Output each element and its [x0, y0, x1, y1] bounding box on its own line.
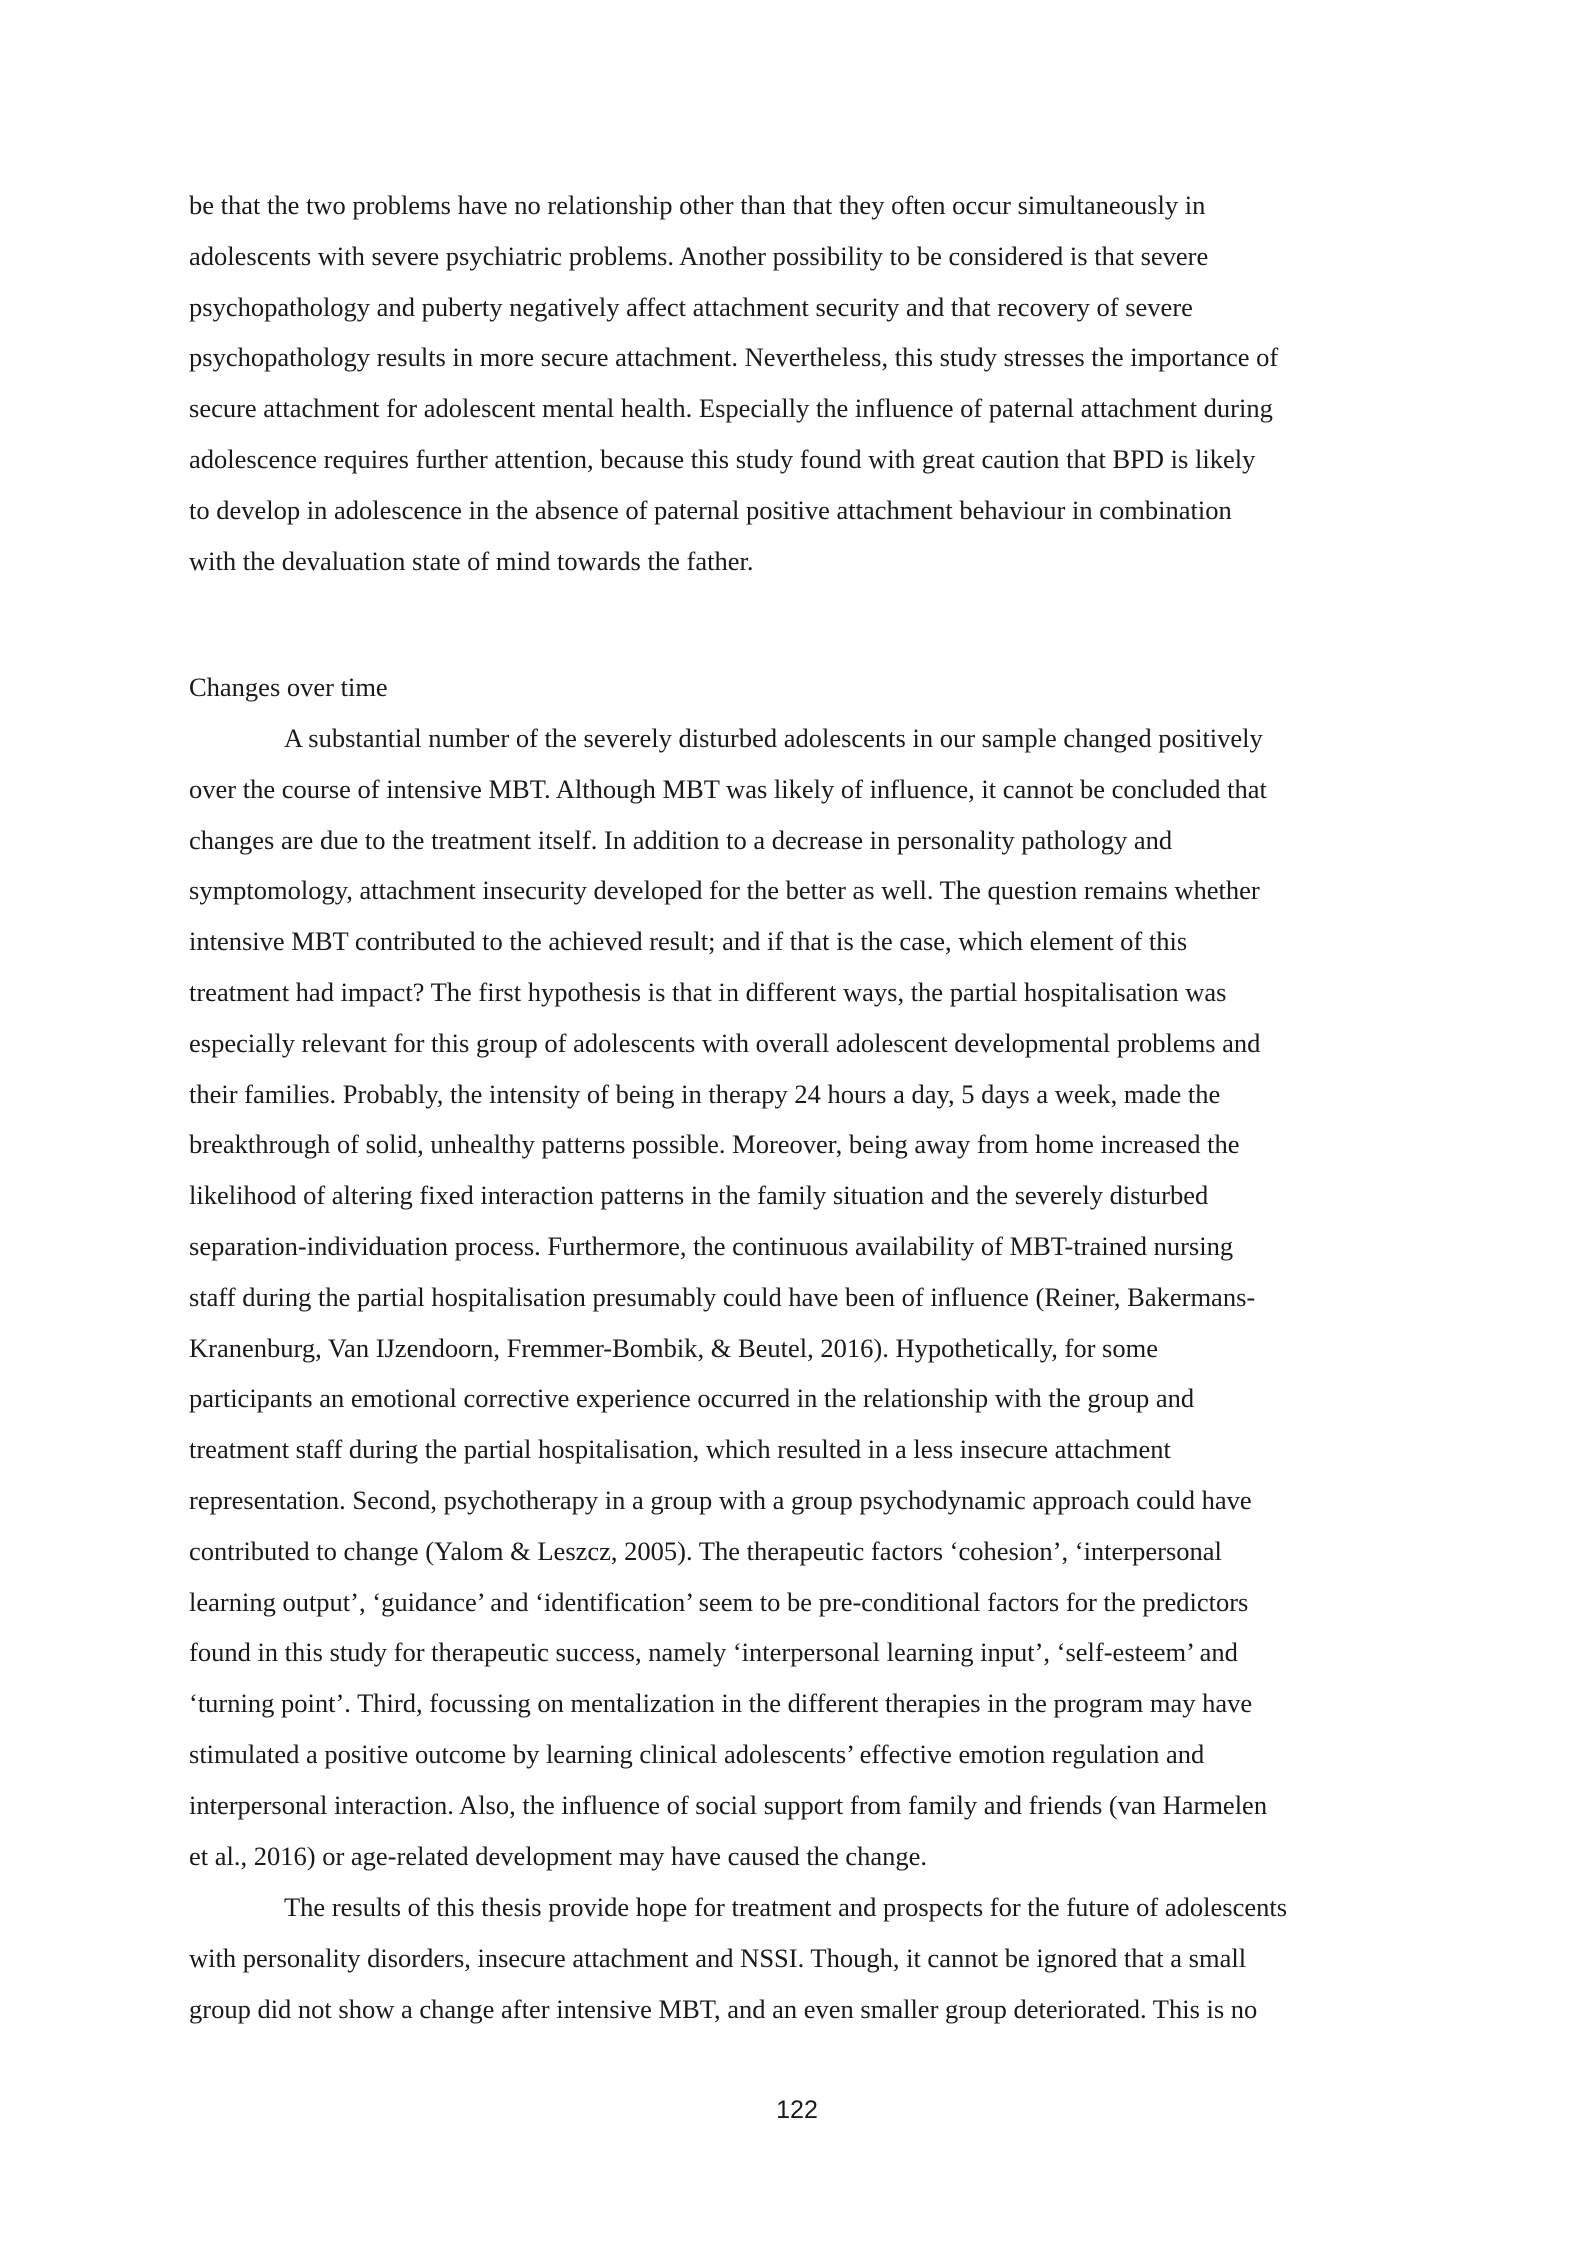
- text-line: adolescents with severe psychiatric problems. Another possibility to be considered is that severe: [189, 240, 1209, 271]
- text-line: secure attachment for adolescent mental health. Especially the influence of paternal attachment during: [189, 393, 1273, 424]
- paragraph-changes: [189, 713, 1405, 1881]
- text-line: intensive MBT contributed to the achieved result; and if that is the case, which element of this: [189, 926, 1188, 957]
- paragraph-results: [189, 1882, 1405, 2034]
- text-line: with personality disorders, insecure attachment and NSSI. Though, it cannot be ignored that a small: [189, 1942, 1247, 1973]
- text-line: ‘turning point’. Third, focussing on mentalization in the different therapies in the program may have: [189, 1688, 1253, 1719]
- text-line: The results of this thesis provide hope for treatment and prospects for the future of adolescents: [284, 1892, 1288, 1922]
- text-line: et al., 2016) or age-related development may have caused the change.: [189, 1840, 927, 1871]
- text-line: A substantial number of the severely disturbed adolescents in our sample changed positively: [284, 723, 1263, 753]
- text-line: interpersonal interaction. Also, the influence of social support from family and friends (van Harmelen: [189, 1789, 1268, 1820]
- text-line: with the devaluation state of mind towards the father.: [189, 545, 754, 576]
- text-line: representation. Second, psychotherapy in a group with a group psychodynamic approach could have: [189, 1484, 1252, 1515]
- text-line: learning output’, ‘guidance’ and ‘identification’ seem to be pre-conditional factors for the predictors: [189, 1586, 1249, 1617]
- text-line: participants an emotional corrective experience occurred in the relationship with the group and: [189, 1383, 1195, 1414]
- text-line: staff during the partial hospitalisation presumably could have been of influence (Reiner, Bakermans-: [189, 1281, 1256, 1312]
- page-number: 122: [776, 2096, 818, 2124]
- text-line: be that the two problems have no relationship other than that they often occur simultaneously in: [189, 190, 1206, 220]
- text-line: separation-individuation process. Furthermore, the continuous availability of MBT-trained nursing: [189, 1230, 1234, 1261]
- text-line: Kranenburg, Van IJzendoorn, Fremmer-Bombik, & Beutel, 2016). Hypothetically, for some: [189, 1332, 1158, 1363]
- text-line: to develop in adolescence in the absence of paternal positive attachment behaviour in combination: [189, 494, 1232, 525]
- text-line: changes are due to the treatment itself. In addition to a decrease in personality pathology and: [189, 824, 1173, 855]
- text-line: especially relevant for this group of adolescents with overall adolescent developmental problems and: [189, 1027, 1261, 1058]
- text-line: likelihood of altering fixed interaction patterns in the family situation and the severely disturbed: [189, 1180, 1209, 1211]
- text-line: found in this study for therapeutic success, namely ‘interpersonal learning input’, ‘self-esteem’ and: [189, 1637, 1238, 1668]
- text-line: their families. Probably, the intensity of being in therapy 24 hours a day, 5 days a week, made the: [189, 1078, 1221, 1109]
- text-line: treatment had impact? The first hypothesis is that in different ways, the partial hospitalisation was: [189, 976, 1227, 1007]
- text-line: psychopathology results in more secure attachment. Nevertheless, this study stresses the importance of: [189, 342, 1279, 373]
- text-line: stimulated a positive outcome by learning clinical adolescents’ effective emotion regulation and: [189, 1738, 1205, 1769]
- text-line: adolescence requires further attention, because this study found with great caution that BPD is likely: [189, 443, 1256, 474]
- text-line: group did not show a change after intensive MBT, and an even smaller group deteriorated. This is no: [189, 1993, 1258, 2024]
- section-heading: Changes over time: [189, 672, 388, 702]
- text-line: over the course of intensive MBT. Although MBT was likely of influence, it cannot be concluded that: [189, 773, 1267, 804]
- text-line: psychopathology and puberty negatively affect attachment security and that recovery of severe: [189, 291, 1193, 322]
- text-line: symptomology, attachment insecurity developed for the better as well. The question remains whether: [189, 875, 1260, 906]
- text-line: breakthrough of solid, unhealthy patterns possible. Moreover, being away from home increased the: [189, 1129, 1240, 1160]
- paragraph-intro: [189, 180, 1405, 586]
- text-line: contributed to change (Yalom & Leszcz, 2005). The therapeutic factors ‘cohesion’, ‘interpersonal: [189, 1535, 1222, 1566]
- text-line: treatment staff during the partial hospitalisation, which resulted in a less insecure attachment: [189, 1434, 1171, 1465]
